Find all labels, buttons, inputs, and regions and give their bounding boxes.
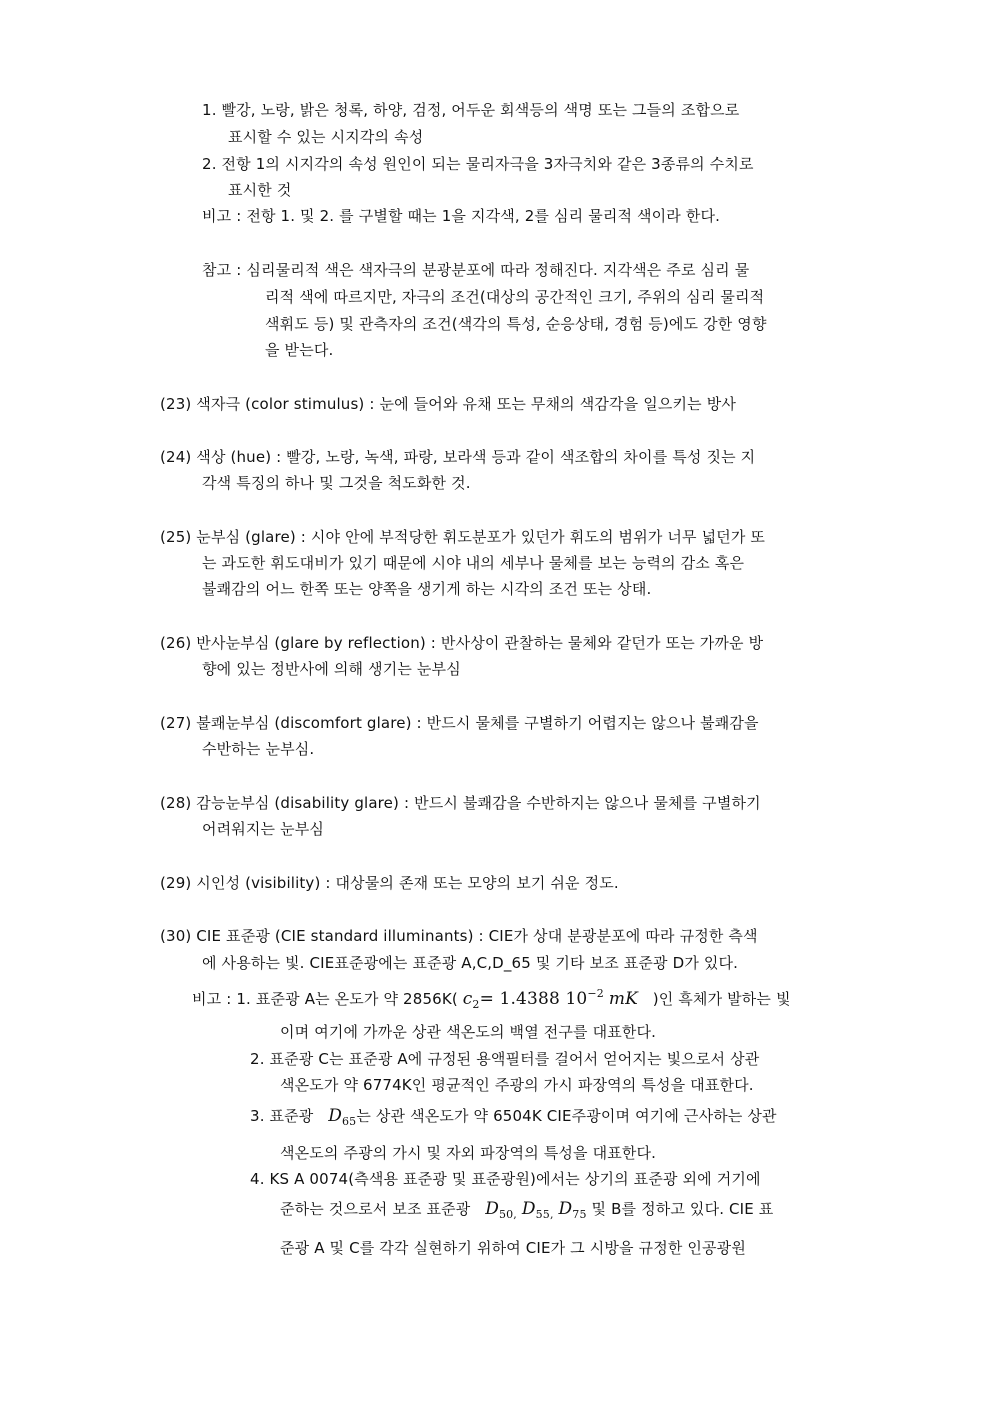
formula-c2: $c_2$	[462, 989, 480, 1011]
note-1-text-a: 비고 : 1. 표준광 A는 온도가 약 2856K(	[192, 990, 458, 1008]
entry-30-line-2: 에 사용하는 빛. CIE표준광에는 표준광 A,C,D_65 및 기타 보조 표준광 D가 있다.	[202, 954, 739, 972]
formula-exponent: −2	[587, 987, 604, 1000]
entry-27-line-2: 수반하는 눈부심.	[202, 740, 315, 758]
symbol-d50: $D_{50,}$	[485, 1199, 517, 1221]
item-2-line-2: 표시한 것	[228, 181, 292, 199]
note-4-line-2	[280, 1199, 773, 1225]
entry-25-line-3: 불쾌감의 어느 한쪽 또는 양쪽을 생기게 하는 시각의 조건 또는 상태.	[202, 580, 652, 598]
note-1-line-2: 이며 여기에 가까운 상관 색온도의 백열 전구를 대표한다.	[280, 1023, 657, 1041]
symbol-d55: $D_{55,}$	[521, 1199, 554, 1221]
chamgo-line-1: 참고 : 심리물리적 색은 색자극의 분광분포에 따라 정해진다. 지각색은 주로 심리 물	[202, 261, 750, 279]
entry-26-line-2: 향에 있는 정반사에 의해 생기는 눈부심	[202, 660, 461, 678]
item-2-line-1: 2. 전항 1의 시지각의 속성 원인이 되는 물리자극을 3자극치와 같은 3종류의 수치로	[202, 155, 754, 173]
entry-30-line-1: (30) CIE 표준광 (CIE standard illuminants) : CIE가 상대 분광분포에 따라 규정한 측색	[160, 927, 758, 945]
note-2-line-1: 2. 표준광 C는 표준광 A에 규정된 용액필터를 걸어서 얻어지는 빛으로서 상관	[250, 1050, 760, 1068]
symbol-d75: $D_{75}$	[558, 1199, 587, 1221]
note-3-line-2: 색온도의 주광의 가시 및 자외 파장역의 특성을 대표한다.	[280, 1144, 657, 1162]
entry-28-line-2: 어려워지는 눈부심	[202, 820, 325, 838]
entry-25-line-1: (25) 눈부심 (glare) : 시야 안에 부적당한 휘도분포가 있던가 휘도의 범위가 너무 넓던가 또	[160, 528, 766, 546]
chamgo-line-4: 을 받는다.	[265, 341, 334, 359]
entry-27-line-1: (27) 불쾌눈부심 (discomfort glare) : 반드시 물체를 구별하기 어렵지는 않으나 불쾌감을	[160, 714, 759, 732]
entry-26-line-1: (26) 반사눈부심 (glare by reflection) : 반사상이 관찰하는 물체와 같던가 또는 가까운 방	[160, 634, 764, 652]
note-2-line-2: 색온도가 약 6774K인 평균적인 주광의 가시 파장역의 특성을 대표한다.	[280, 1076, 754, 1094]
entry-23: (23) 색자극 (color stimulus) : 눈에 들어와 유채 또는 무채의 색감각을 일으키는 방사	[160, 395, 736, 413]
chamgo-line-3: 색휘도 등) 및 관측자의 조건(색각의 특성, 순응상태, 경험 등)에도 강한 영향	[265, 315, 767, 333]
note-4-line-1: 4. KS A 0074(측색용 표준광 및 표준광원)에서는 상기의 표준광 외에 거기에	[250, 1170, 761, 1188]
item-1-line-2: 표시할 수 있는 시지각의 속성	[228, 128, 424, 146]
entry-28-line-1: (28) 감능눈부심 (disability glare) : 반드시 불쾌감을 수반하지는 않으나 물체를 구별하기	[160, 794, 761, 812]
symbol-d65: $D_{65}$	[328, 1106, 357, 1128]
formula-unit: mK	[608, 989, 638, 1009]
note-1-line-1	[192, 984, 791, 1015]
entry-24-line-2: 각색 특징의 하나 및 그것을 척도화한 것.	[202, 474, 471, 492]
chamgo-line-2: 리적 색에 따르지만, 자극의 조건(대상의 공간적인 크기, 주위의 심리 물리적	[265, 288, 765, 306]
note-3-text-a: 3. 표준광	[250, 1107, 314, 1125]
note-4-line-3: 준광 A 및 C를 각각 실현하기 위하여 CIE가 그 시방을 규정한 인공광원	[280, 1239, 746, 1257]
entry-29: (29) 시인성 (visibility) : 대상물의 존재 또는 모양의 보기 쉬운 정도.	[160, 874, 619, 892]
note-3-text-b: 는 상관 색온도가 약 6504K CIE주광이며 여기에 근사하는 상관	[356, 1107, 777, 1125]
note-4-text-b: 및 B를 정하고 있다. CIE 표	[591, 1200, 774, 1218]
item-1-line-1: 1. 빨강, 노랑, 밝은 청록, 하양, 검정, 어두운 회색등의 색명 또는 그들의 조합으로	[202, 101, 740, 119]
note-3-line-1	[250, 1106, 777, 1132]
entry-24-line-1: (24) 색상 (hue) : 빨강, 노랑, 녹색, 파랑, 보라색 등과 같이 색조합의 차이를 특성 짓는 지	[160, 448, 756, 466]
bigo-note: 비고 : 전항 1. 및 2. 를 구별할 때는 1을 지각색, 2를 심리 물리적 색이라 한다.	[202, 207, 721, 225]
formula-value: = 1.4388 10	[479, 989, 588, 1009]
entry-25-line-2: 는 과도한 휘도대비가 있기 때문에 시야 내의 세부나 물체를 보는 능력의 감소 혹은	[202, 554, 745, 572]
note-4-text-a: 준하는 것으로서 보조 표준광	[280, 1200, 471, 1218]
note-1-text-b: )인 흑체가 발하는 빛	[652, 990, 791, 1008]
